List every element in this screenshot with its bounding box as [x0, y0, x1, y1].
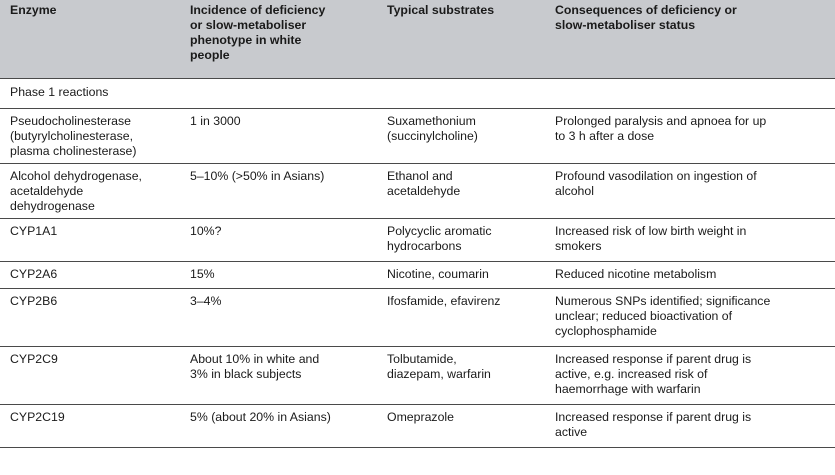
cell-substrates: Polycyclic aromatic hydrocarbons	[377, 218, 545, 261]
column-header-consequences: Consequences of deficiency or slow-metaboliser status	[555, 3, 737, 32]
table-row	[0, 108, 835, 163]
cell-substrates: Omeprazole	[377, 404, 545, 447]
cell-consequences: Prolonged paralysis and apnoea for up to 3 h after a dose	[545, 108, 835, 163]
table-row	[0, 261, 835, 288]
cell-consequences: Increased response if parent drug is active	[545, 404, 835, 447]
table-body	[0, 78, 835, 447]
table-header	[0, 0, 835, 78]
cell-substrates: Ethanol and acetaldehyde	[377, 163, 545, 218]
cell-substrates: Ifosfamide, efavirenz	[377, 288, 545, 346]
cell-substrates: Nicotine, coumarin	[377, 261, 545, 288]
cell-enzyme: Alcohol dehydrogenase, acetaldehyde dehydrogenase	[0, 163, 180, 218]
section-row-phase-1	[0, 78, 835, 108]
cell-incidence: 10%?	[180, 218, 377, 261]
cell-substrates: Tolbutamide, diazepam, warfarin	[377, 346, 545, 404]
cell-incidence: 3–4%	[180, 288, 377, 346]
cell-consequences: Reduced nicotine metabolism	[545, 261, 835, 288]
cell-consequences: Increased risk of low birth weight in smokers	[545, 218, 835, 261]
cell-incidence: 5% (about 20% in Asians)	[180, 404, 377, 447]
cell-consequences: Increased response if parent drug is active, e.g. increased risk of haemorrhage with warfarin	[545, 346, 835, 404]
cell-substrates: Suxamethonium (succinylcholine)	[377, 108, 545, 163]
cell-consequences: Profound vasodilation on ingestion of alcohol	[545, 163, 835, 218]
table-row	[0, 404, 835, 447]
column-header-substrates: Typical substrates	[387, 3, 495, 17]
table-row	[0, 163, 835, 218]
section-label: Phase 1 reactions	[0, 78, 835, 108]
table-row	[0, 218, 835, 261]
table-row	[0, 288, 835, 346]
header-row	[0, 0, 835, 78]
column-header-incidence: Incidence of deficiency or slow-metaboliser phenotype in white people	[190, 3, 326, 62]
cell-consequences: Numerous SNPs identified; significance unclear; reduced bioactivation of cyclophosphamide	[545, 288, 835, 346]
cell-incidence: About 10% in white and 3% in black subjects	[180, 346, 377, 404]
cell-enzyme: CYP2A6	[0, 261, 180, 288]
cell-incidence: 5–10% (>50% in Asians)	[180, 163, 377, 218]
cell-enzyme: CYP2C19	[0, 404, 180, 447]
cell-enzyme: Pseudocholinesterase (butyrylcholinesterase, plasma cholinesterase)	[0, 108, 180, 163]
table-row	[0, 346, 835, 404]
column-header-enzyme: Enzyme	[10, 3, 57, 17]
cell-incidence: 1 in 3000	[180, 108, 377, 163]
cell-enzyme: CYP1A1	[0, 218, 180, 261]
cell-enzyme: CYP2C9	[0, 346, 180, 404]
cell-enzyme: CYP2B6	[0, 288, 180, 346]
cell-incidence: 15%	[180, 261, 377, 288]
